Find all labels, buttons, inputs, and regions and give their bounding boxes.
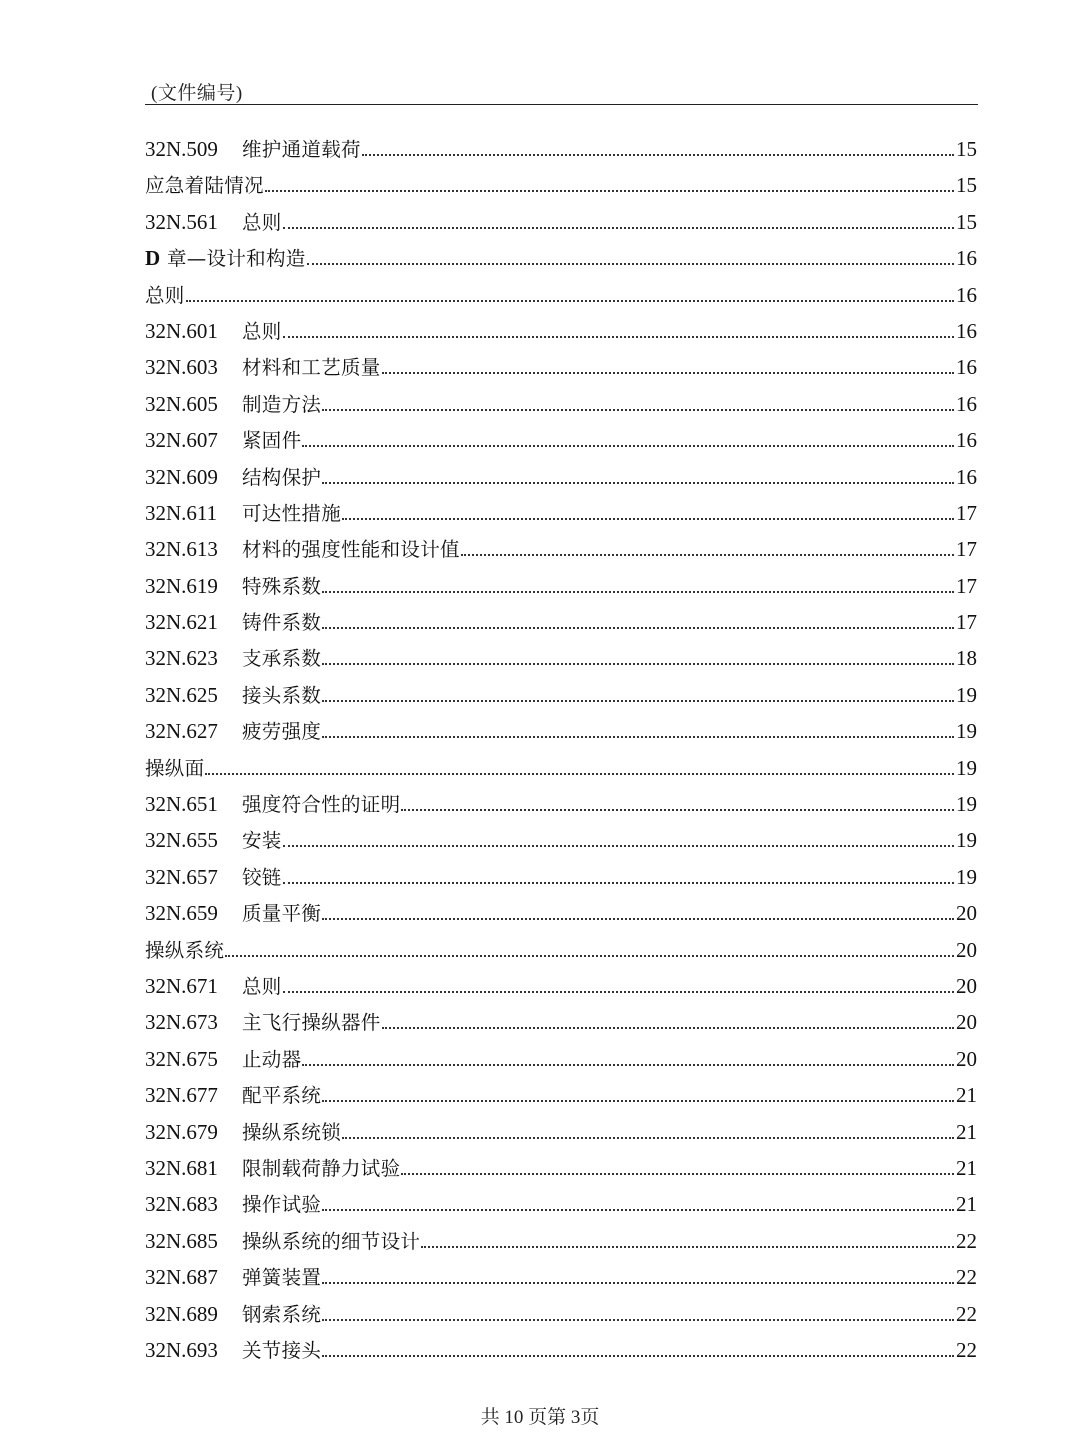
toc-entry-number: 32N.677 bbox=[145, 1083, 218, 1108]
toc-entry-title: 材料和工艺质量 bbox=[242, 356, 381, 380]
toc-entry-page-number: 21 bbox=[956, 1192, 977, 1217]
toc-entry-page-number: 15 bbox=[956, 209, 977, 234]
toc-entry-number: 32N.623 bbox=[145, 646, 218, 671]
dot-leader bbox=[283, 833, 954, 847]
toc-entry-page-number: 19 bbox=[956, 864, 977, 889]
toc-entry-title: 主飞行操纵器件 bbox=[242, 1011, 381, 1035]
toc-entry[interactable] bbox=[145, 1299, 977, 1335]
toc-entry[interactable] bbox=[145, 1007, 977, 1043]
toc-entry-title bbox=[145, 243, 306, 271]
toc-chapter-title: 章—设计和构造 bbox=[166, 247, 306, 271]
toc-entry-number: 32N.693 bbox=[145, 1337, 218, 1362]
dot-leader bbox=[302, 433, 954, 447]
dot-leader bbox=[225, 943, 954, 957]
toc-entry-number: 32N.509 bbox=[145, 137, 218, 161]
toc-entry-number: 32N.621 bbox=[145, 610, 218, 635]
toc-entry-page-number: 15 bbox=[956, 137, 977, 161]
toc-section-heading[interactable] bbox=[145, 280, 977, 316]
dot-leader bbox=[205, 761, 954, 775]
toc-entry-title: 总则 bbox=[145, 283, 185, 307]
toc-section-heading[interactable] bbox=[145, 243, 977, 279]
toc-entry-number: 32N.689 bbox=[145, 1301, 218, 1326]
toc-entry-page-number: 19 bbox=[956, 755, 977, 780]
toc-entry-number: 32N.627 bbox=[145, 719, 218, 744]
toc-entry-number: 32N.687 bbox=[145, 1265, 218, 1290]
toc-entry[interactable] bbox=[145, 825, 977, 861]
toc-entry-title: 操纵系统 bbox=[145, 938, 225, 962]
toc-section-heading[interactable] bbox=[145, 753, 977, 789]
dot-leader bbox=[342, 506, 954, 520]
dot-leader bbox=[322, 470, 954, 484]
toc-entry-title: 结构保护 bbox=[242, 465, 322, 489]
toc-entry-title: 弹簧装置 bbox=[242, 1266, 322, 1290]
toc-entry[interactable] bbox=[145, 316, 977, 352]
toc-entry-title: 铸件系数 bbox=[242, 611, 322, 635]
toc-entry-page-number: 21 bbox=[956, 1119, 977, 1144]
toc-entry-title: 疲劳强度 bbox=[242, 720, 322, 744]
page-header bbox=[145, 76, 978, 105]
toc-entry-page-number: 17 bbox=[956, 610, 977, 635]
toc-entry[interactable] bbox=[145, 716, 977, 752]
toc-entry-title: 钢索系统 bbox=[242, 1302, 322, 1326]
toc-entry-page-number: 20 bbox=[956, 973, 977, 998]
toc-entry-page-number: 19 bbox=[956, 828, 977, 853]
document-number: (文件编号) bbox=[151, 83, 243, 104]
toc-entry-title: 安装 bbox=[242, 829, 282, 853]
toc-entry-page-number: 22 bbox=[956, 1265, 977, 1290]
toc-entry[interactable] bbox=[145, 1117, 977, 1153]
toc-entry-page-number: 21 bbox=[956, 1083, 977, 1108]
toc-entry-number: 32N.675 bbox=[145, 1046, 218, 1071]
toc-entry-number: 32N.651 bbox=[145, 792, 218, 817]
dot-leader bbox=[322, 1197, 954, 1211]
dot-leader bbox=[342, 1125, 954, 1139]
toc-entry-number: 32N.679 bbox=[145, 1119, 218, 1144]
toc-entry-number: 32N.609 bbox=[145, 464, 218, 489]
toc-entry-number: 32N.605 bbox=[145, 391, 218, 416]
dot-leader bbox=[421, 1234, 954, 1248]
toc-entry-page-number: 16 bbox=[956, 464, 977, 489]
toc-chapter-letter: D bbox=[145, 246, 161, 271]
toc-entry[interactable] bbox=[145, 643, 977, 679]
toc-entry-title: 应急着陆情况 bbox=[145, 174, 264, 198]
toc-entry[interactable] bbox=[145, 607, 977, 643]
toc-entry-number: 32N.671 bbox=[145, 973, 218, 998]
toc-entry-number: 32N.603 bbox=[145, 355, 218, 380]
toc-entry-title: 可达性措施 bbox=[242, 501, 342, 525]
toc-entry[interactable] bbox=[145, 425, 977, 461]
dot-leader bbox=[186, 288, 954, 302]
dot-leader bbox=[322, 688, 954, 702]
dot-leader bbox=[322, 1307, 954, 1321]
toc-entry-number: 32N.659 bbox=[145, 901, 218, 926]
dot-leader bbox=[401, 797, 954, 811]
dot-leader bbox=[322, 579, 954, 593]
toc-entry-title: 总则 bbox=[242, 319, 282, 343]
toc-entry-number: 32N.601 bbox=[145, 318, 218, 343]
dot-leader bbox=[302, 1052, 954, 1066]
dot-leader bbox=[382, 1015, 954, 1029]
toc-entry-page-number: 15 bbox=[956, 173, 977, 198]
toc-entry[interactable] bbox=[145, 534, 977, 570]
toc-entry-page-number: 19 bbox=[956, 792, 977, 817]
toc-entry-title: 总则 bbox=[242, 974, 282, 998]
toc-entry[interactable] bbox=[145, 1080, 977, 1116]
toc-entry-title: 配平系统 bbox=[242, 1084, 322, 1108]
toc-entry-number: 32N.619 bbox=[145, 573, 218, 598]
toc-entry-title: 紧固件 bbox=[242, 429, 302, 453]
toc-entry-page-number: 16 bbox=[956, 428, 977, 453]
toc-entry-page-number: 17 bbox=[956, 537, 977, 562]
toc-entry[interactable] bbox=[145, 389, 977, 425]
toc-entry-title: 限制载荷静力试验 bbox=[242, 1156, 401, 1180]
dot-leader bbox=[307, 251, 954, 265]
toc-entry-title: 总则 bbox=[242, 210, 282, 234]
toc-entry[interactable] bbox=[145, 134, 977, 170]
toc-entry[interactable] bbox=[145, 680, 977, 716]
toc-entry-page-number: 20 bbox=[956, 937, 977, 962]
toc-entry-number: 32N.685 bbox=[145, 1228, 218, 1253]
toc-entry-title: 制造方法 bbox=[242, 392, 322, 416]
toc-entry-number: 32N.681 bbox=[145, 1155, 218, 1180]
toc-entry-title: 止动器 bbox=[242, 1047, 302, 1071]
dot-leader bbox=[322, 1343, 954, 1357]
page-footer: 共 10 页第 3页 bbox=[480, 1407, 600, 1428]
toc-entry-page-number: 17 bbox=[956, 500, 977, 525]
toc-entry-title: 操纵系统的细节设计 bbox=[242, 1229, 421, 1253]
toc-entry-title: 接头系数 bbox=[242, 683, 322, 707]
toc-entry[interactable] bbox=[145, 1262, 977, 1298]
toc-entry-number: 32N.625 bbox=[145, 682, 218, 707]
toc-entry-page-number: 22 bbox=[956, 1301, 977, 1326]
toc-entry-page-number: 16 bbox=[956, 318, 977, 343]
toc-entry-number: 32N.657 bbox=[145, 864, 218, 889]
toc-entry-number: 32N.673 bbox=[145, 1010, 218, 1035]
dot-leader bbox=[283, 979, 954, 993]
toc-entry-title: 质量平衡 bbox=[242, 902, 322, 926]
dot-leader bbox=[283, 870, 954, 884]
toc-entry-title: 特殊系数 bbox=[242, 574, 322, 598]
toc-entry-page-number: 21 bbox=[956, 1155, 977, 1180]
toc-entry[interactable] bbox=[145, 462, 977, 498]
dot-leader bbox=[322, 397, 954, 411]
toc-entry-number: 32N.655 bbox=[145, 828, 218, 853]
dot-leader bbox=[382, 360, 954, 374]
toc-entry[interactable] bbox=[145, 1189, 977, 1225]
toc-entry-number: 32N.613 bbox=[145, 537, 218, 562]
dot-leader bbox=[283, 215, 954, 229]
dot-leader bbox=[322, 1088, 954, 1102]
toc-entry[interactable] bbox=[145, 862, 977, 898]
toc-entry-number: 32N.607 bbox=[145, 428, 218, 453]
toc-entry-title: 操作试验 bbox=[242, 1193, 322, 1217]
toc-entry-page-number: 19 bbox=[956, 682, 977, 707]
toc-entry-page-number: 16 bbox=[956, 282, 977, 307]
toc-entry[interactable] bbox=[145, 789, 977, 825]
toc-entry[interactable] bbox=[145, 352, 977, 388]
toc-entry-title: 支承系数 bbox=[242, 647, 322, 671]
toc-entry-page-number: 20 bbox=[956, 1046, 977, 1071]
dot-leader bbox=[283, 324, 954, 338]
toc-entry-title: 材料的强度性能和设计值 bbox=[242, 538, 460, 562]
table-of-contents bbox=[145, 134, 977, 1371]
dot-leader bbox=[461, 542, 954, 556]
dot-leader bbox=[322, 651, 954, 665]
toc-entry[interactable] bbox=[145, 1335, 977, 1371]
toc-entry[interactable] bbox=[145, 498, 977, 534]
toc-entry-page-number: 20 bbox=[956, 901, 977, 926]
toc-entry-number: 32N.611 bbox=[145, 500, 218, 525]
toc-entry-number: 32N.561 bbox=[145, 209, 218, 234]
toc-entry-page-number: 19 bbox=[956, 719, 977, 744]
toc-entry-number: 32N.683 bbox=[145, 1192, 218, 1217]
toc-entry-title: 操纵面 bbox=[145, 756, 205, 780]
toc-entry-page-number: 16 bbox=[956, 355, 977, 380]
dot-leader bbox=[322, 906, 954, 920]
dot-leader bbox=[362, 142, 954, 156]
toc-entry-title: 操纵系统锁 bbox=[242, 1120, 342, 1144]
toc-entry-page-number: 16 bbox=[956, 246, 977, 271]
dot-leader bbox=[401, 1161, 954, 1175]
toc-entry[interactable] bbox=[145, 207, 977, 243]
toc-entry[interactable] bbox=[145, 898, 977, 934]
toc-section-heading[interactable] bbox=[145, 935, 977, 971]
toc-entry-page-number: 16 bbox=[956, 391, 977, 416]
toc-entry-title: 关节接头 bbox=[242, 1338, 322, 1362]
dot-leader bbox=[322, 724, 954, 738]
toc-section-heading[interactable] bbox=[145, 170, 977, 206]
toc-entry-title: 强度符合性的证明 bbox=[242, 793, 401, 817]
dot-leader bbox=[322, 1270, 954, 1284]
toc-entry-page-number: 17 bbox=[956, 573, 977, 598]
toc-entry[interactable] bbox=[145, 971, 977, 1007]
toc-entry[interactable] bbox=[145, 1044, 977, 1080]
toc-entry-title: 维护通道载荷 bbox=[242, 138, 361, 161]
toc-entry-page-number: 18 bbox=[956, 646, 977, 671]
toc-entry-page-number: 22 bbox=[956, 1228, 977, 1253]
toc-entry-title: 铰链 bbox=[242, 865, 282, 889]
toc-entry-page-number: 20 bbox=[956, 1010, 977, 1035]
dot-leader bbox=[265, 178, 954, 192]
toc-entry-page-number: 22 bbox=[956, 1337, 977, 1362]
toc-entry[interactable] bbox=[145, 1226, 977, 1262]
dot-leader bbox=[322, 615, 954, 629]
toc-entry[interactable] bbox=[145, 1153, 977, 1189]
toc-entry[interactable] bbox=[145, 571, 977, 607]
